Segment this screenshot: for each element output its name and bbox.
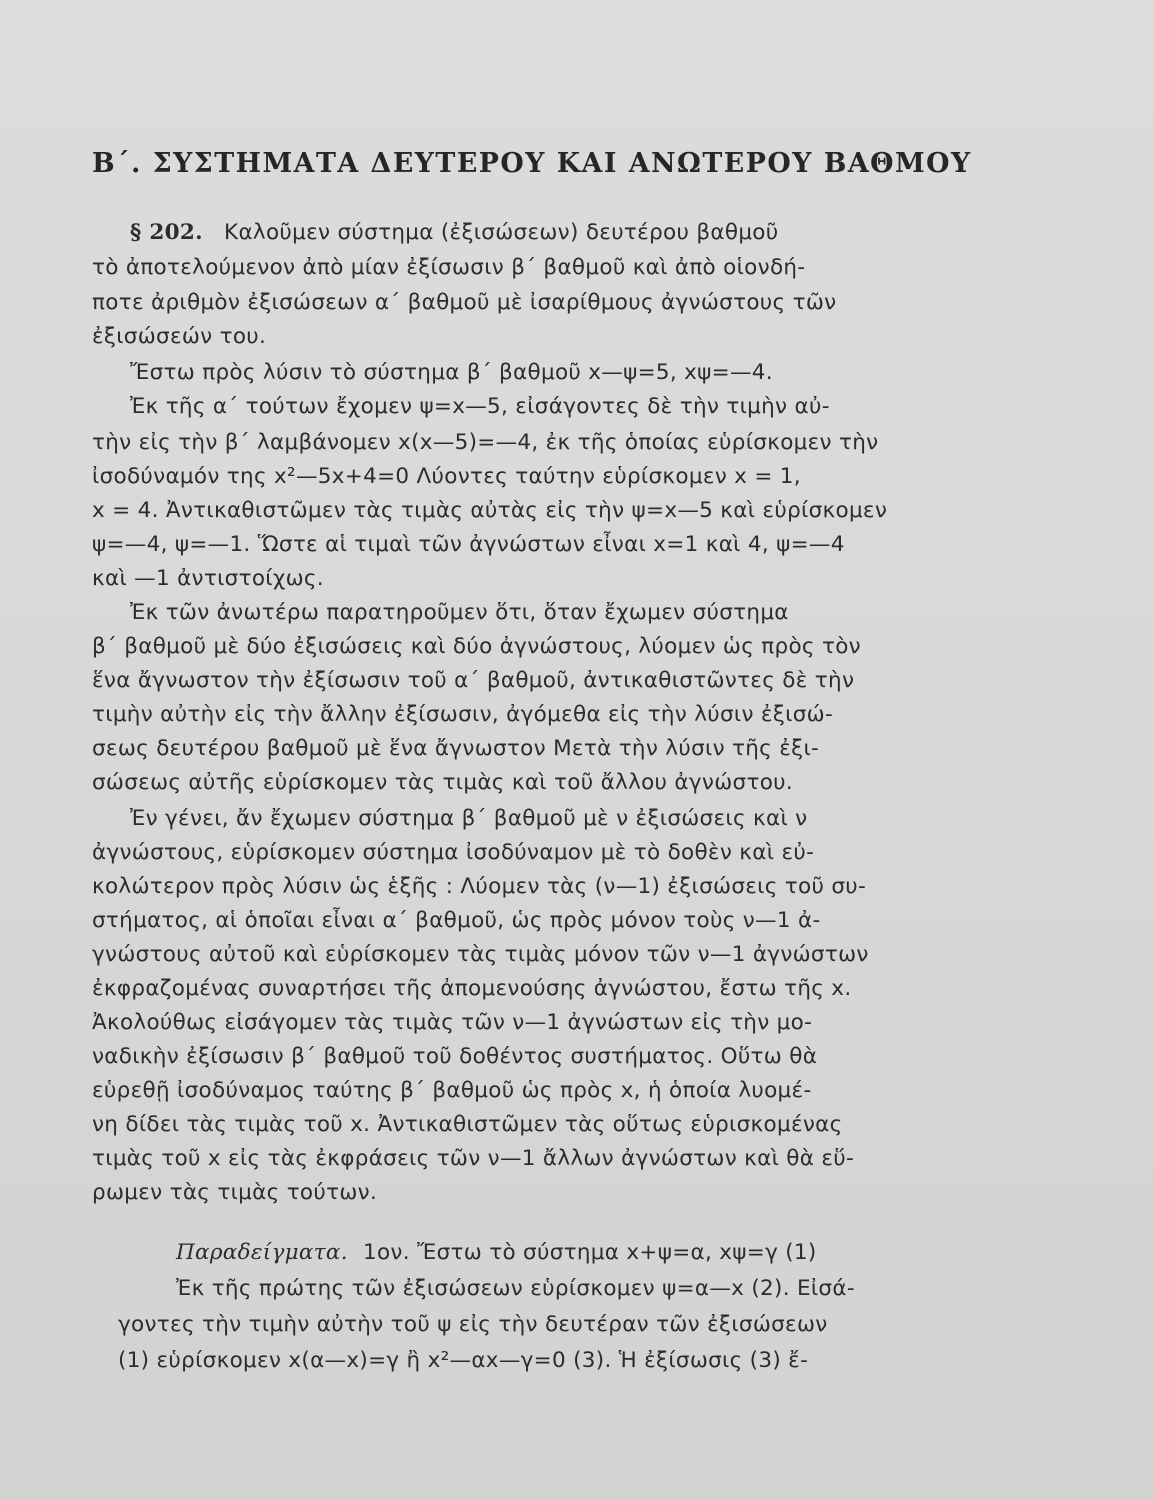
text-line: x = 4. Ἀντικαθιστῶμεν τὰς τιμὰς αὐτὰς εἰς τὴν ψ=x—5 καὶ εὑρίσκομεν <box>92 498 888 523</box>
text-line: ρωμεν τὰς τιμὰς τούτων. <box>92 1180 378 1205</box>
text-line: Ἐκ τῆς α΄ τούτων ἔχομεν ψ=x—5, εἰσάγοντες δὲ τὴν τιμὴν αὐ- <box>130 394 830 419</box>
text-line: ψ=—4, ψ=—1. Ὥστε αἱ τιμαὶ τῶν ἀγνώστων εἶναι x=1 καὶ 4, ψ=—4 <box>92 532 845 557</box>
text-line: Ἔστω πρὸς λύσιν τὸ σύστημα β΄ βαθμοῦ x—ψ=5, xψ=—4. <box>130 360 773 385</box>
section-mark: § 202. <box>130 220 203 245</box>
text-line: Ἀκολούθως εἰσάγομεν τὰς τιμὰς τῶν ν—1 ἀγνώστων εἰς τὴν μο- <box>92 1010 813 1035</box>
text-line: β΄ βαθμοῦ μὲ δύο ἐξισώσεις καὶ δύο ἀγνώστους, λύομεν ὡς πρὸς τὸν <box>92 634 861 659</box>
examples-label: Παραδείγματα. <box>176 1240 348 1265</box>
text-line: ἐκφραζομένας συναρτήσει τῆς ἀπομενούσης ἀγνώστου, ἔστω τῆς x. <box>92 976 852 1001</box>
text-line: νη δίδει τὰς τιμὰς τοῦ x. Ἀντικαθιστῶμεν τὰς οὕτως εὑρισκομένας <box>92 1112 843 1137</box>
text-line: Ἐκ τῆς πρώτης τῶν ἐξισώσεων εὑρίσκομεν ψ=α—x (2). Εἰσά- <box>176 1276 855 1301</box>
text-line: εὑρεθῇ ἰσοδύναμος ταύτης β΄ βαθμοῦ ὡς πρὸς x, ἡ ὁποία λυομέ- <box>92 1078 812 1103</box>
section-first-line-text: Καλοῦμεν σύστημα (ἐξισώσεων) δευτέρου βαθμοῦ <box>224 220 779 245</box>
text-line: κολώτερον πρὸς λύσιν ὡς ἑξῆς : Λύομεν τὰς (ν—1) ἐξισώσεις τοῦ συ- <box>92 874 867 899</box>
text-line: ποτε ἀριθμὸν ἐξισώσεων α΄ βαθμοῦ μὲ ἰσαρίθμους ἀγνώστους τῶν <box>92 290 837 315</box>
text-line: ἰσοδύναμόν της x²—5x+4=0 Λύοντες ταύτην εὑρίσκομεν x = 1, <box>92 464 801 489</box>
text-line: στήματος, αἱ ὁποῖαι εἶναι α΄ βαθμοῦ, ὡς πρὸς μόνον τοὺς ν—1 ἀ- <box>92 908 821 933</box>
text-line: γνώστους αὐτοῦ καὶ εὑρίσκομεν τὰς τιμὰς μόνον τῶν ν—1 ἀγνώστων <box>92 942 869 967</box>
text-line: Ἐκ τῶν ἀνωτέρω παρατηροῦμεν ὅτι, ὅταν ἔχωμεν σύστημα <box>130 600 789 625</box>
section-first-line <box>130 220 779 245</box>
text-line: σεως δευτέρου βαθμοῦ μὲ ἕνα ἄγνωστον Μετὰ τὴν λύσιν τῆς ἐξι- <box>92 736 820 761</box>
text-line: τιμὴν αὐτὴν εἰς τὴν ἄλλην ἐξίσωσιν, ἀγόμεθα εἰς τὴν λύσιν ἐξισώ- <box>92 702 834 727</box>
text-line: τὴν εἰς τὴν β΄ λαμβάνομεν x(x—5)=—4, ἐκ τῆς ὁποίας εὑρίσκομεν τὴν <box>92 430 879 455</box>
text-line: καὶ —1 ἀντιστοίχως. <box>92 566 324 591</box>
text-line: γοντες τὴν τιμὴν αὐτὴν τοῦ ψ εἰς τὴν δευτέραν τῶν ἐξισώσεων <box>118 1312 828 1337</box>
examples-first-line-text: 1ον. Ἔστω τὸ σύστημα x+ψ=α, xψ=γ (1) <box>362 1240 817 1265</box>
text-line: σώσεως αὐτῆς εὑρίσκομεν τὰς τιμὰς καὶ τοῦ ἄλλου ἀγνώστου. <box>92 770 794 795</box>
text-line: ναδικὴν ἐξίσωσιν β΄ βαθμοῦ τοῦ δοθέντος συστήματος. Οὕτω θὰ <box>92 1044 818 1069</box>
text-line: ἐξισώσεών του. <box>92 324 267 349</box>
text-line: τιμὰς τοῦ x εἰς τὰς ἐκφράσεις τῶν ν—1 ἄλλων ἀγνώστων καὶ θὰ εὕ- <box>92 1146 855 1171</box>
text-line: τὸ ἀποτελούμενον ἀπὸ μίαν ἐξίσωσιν β΄ βαθμοῦ καὶ ἀπὸ οἱονδή- <box>92 255 806 280</box>
chapter-heading: Β΄. ΣΥΣΤΗΜΑΤΑ ΔΕΥΤΕΡΟΥ ΚΑΙ ΑΝΩΤΕΡΟΥ ΒΑΘΜΟΥ <box>92 148 972 179</box>
text-line: ἀγνώστους, εὑρίσκομεν σύστημα ἰσοδύναμον μὲ τὸ δοθὲν καὶ εὐ- <box>92 840 815 865</box>
examples-first-line <box>176 1240 817 1265</box>
text-line: Ἐν γένει, ἄν ἔχωμεν σύστημα β΄ βαθμοῦ μὲ ν ἐξισώσεις καὶ ν <box>130 806 808 831</box>
text-line: (1) εὑρίσκομεν x(α—x)=γ ἢ x²—αx—γ=0 (3). Ἡ ἐξίσωσις (3) ἔ- <box>118 1348 809 1373</box>
text-line: ἕνα ἄγνωστον τὴν ἐξίσωσιν τοῦ α΄ βαθμοῦ, ἀντικαθιστῶντες δὲ τὴν <box>92 668 855 693</box>
